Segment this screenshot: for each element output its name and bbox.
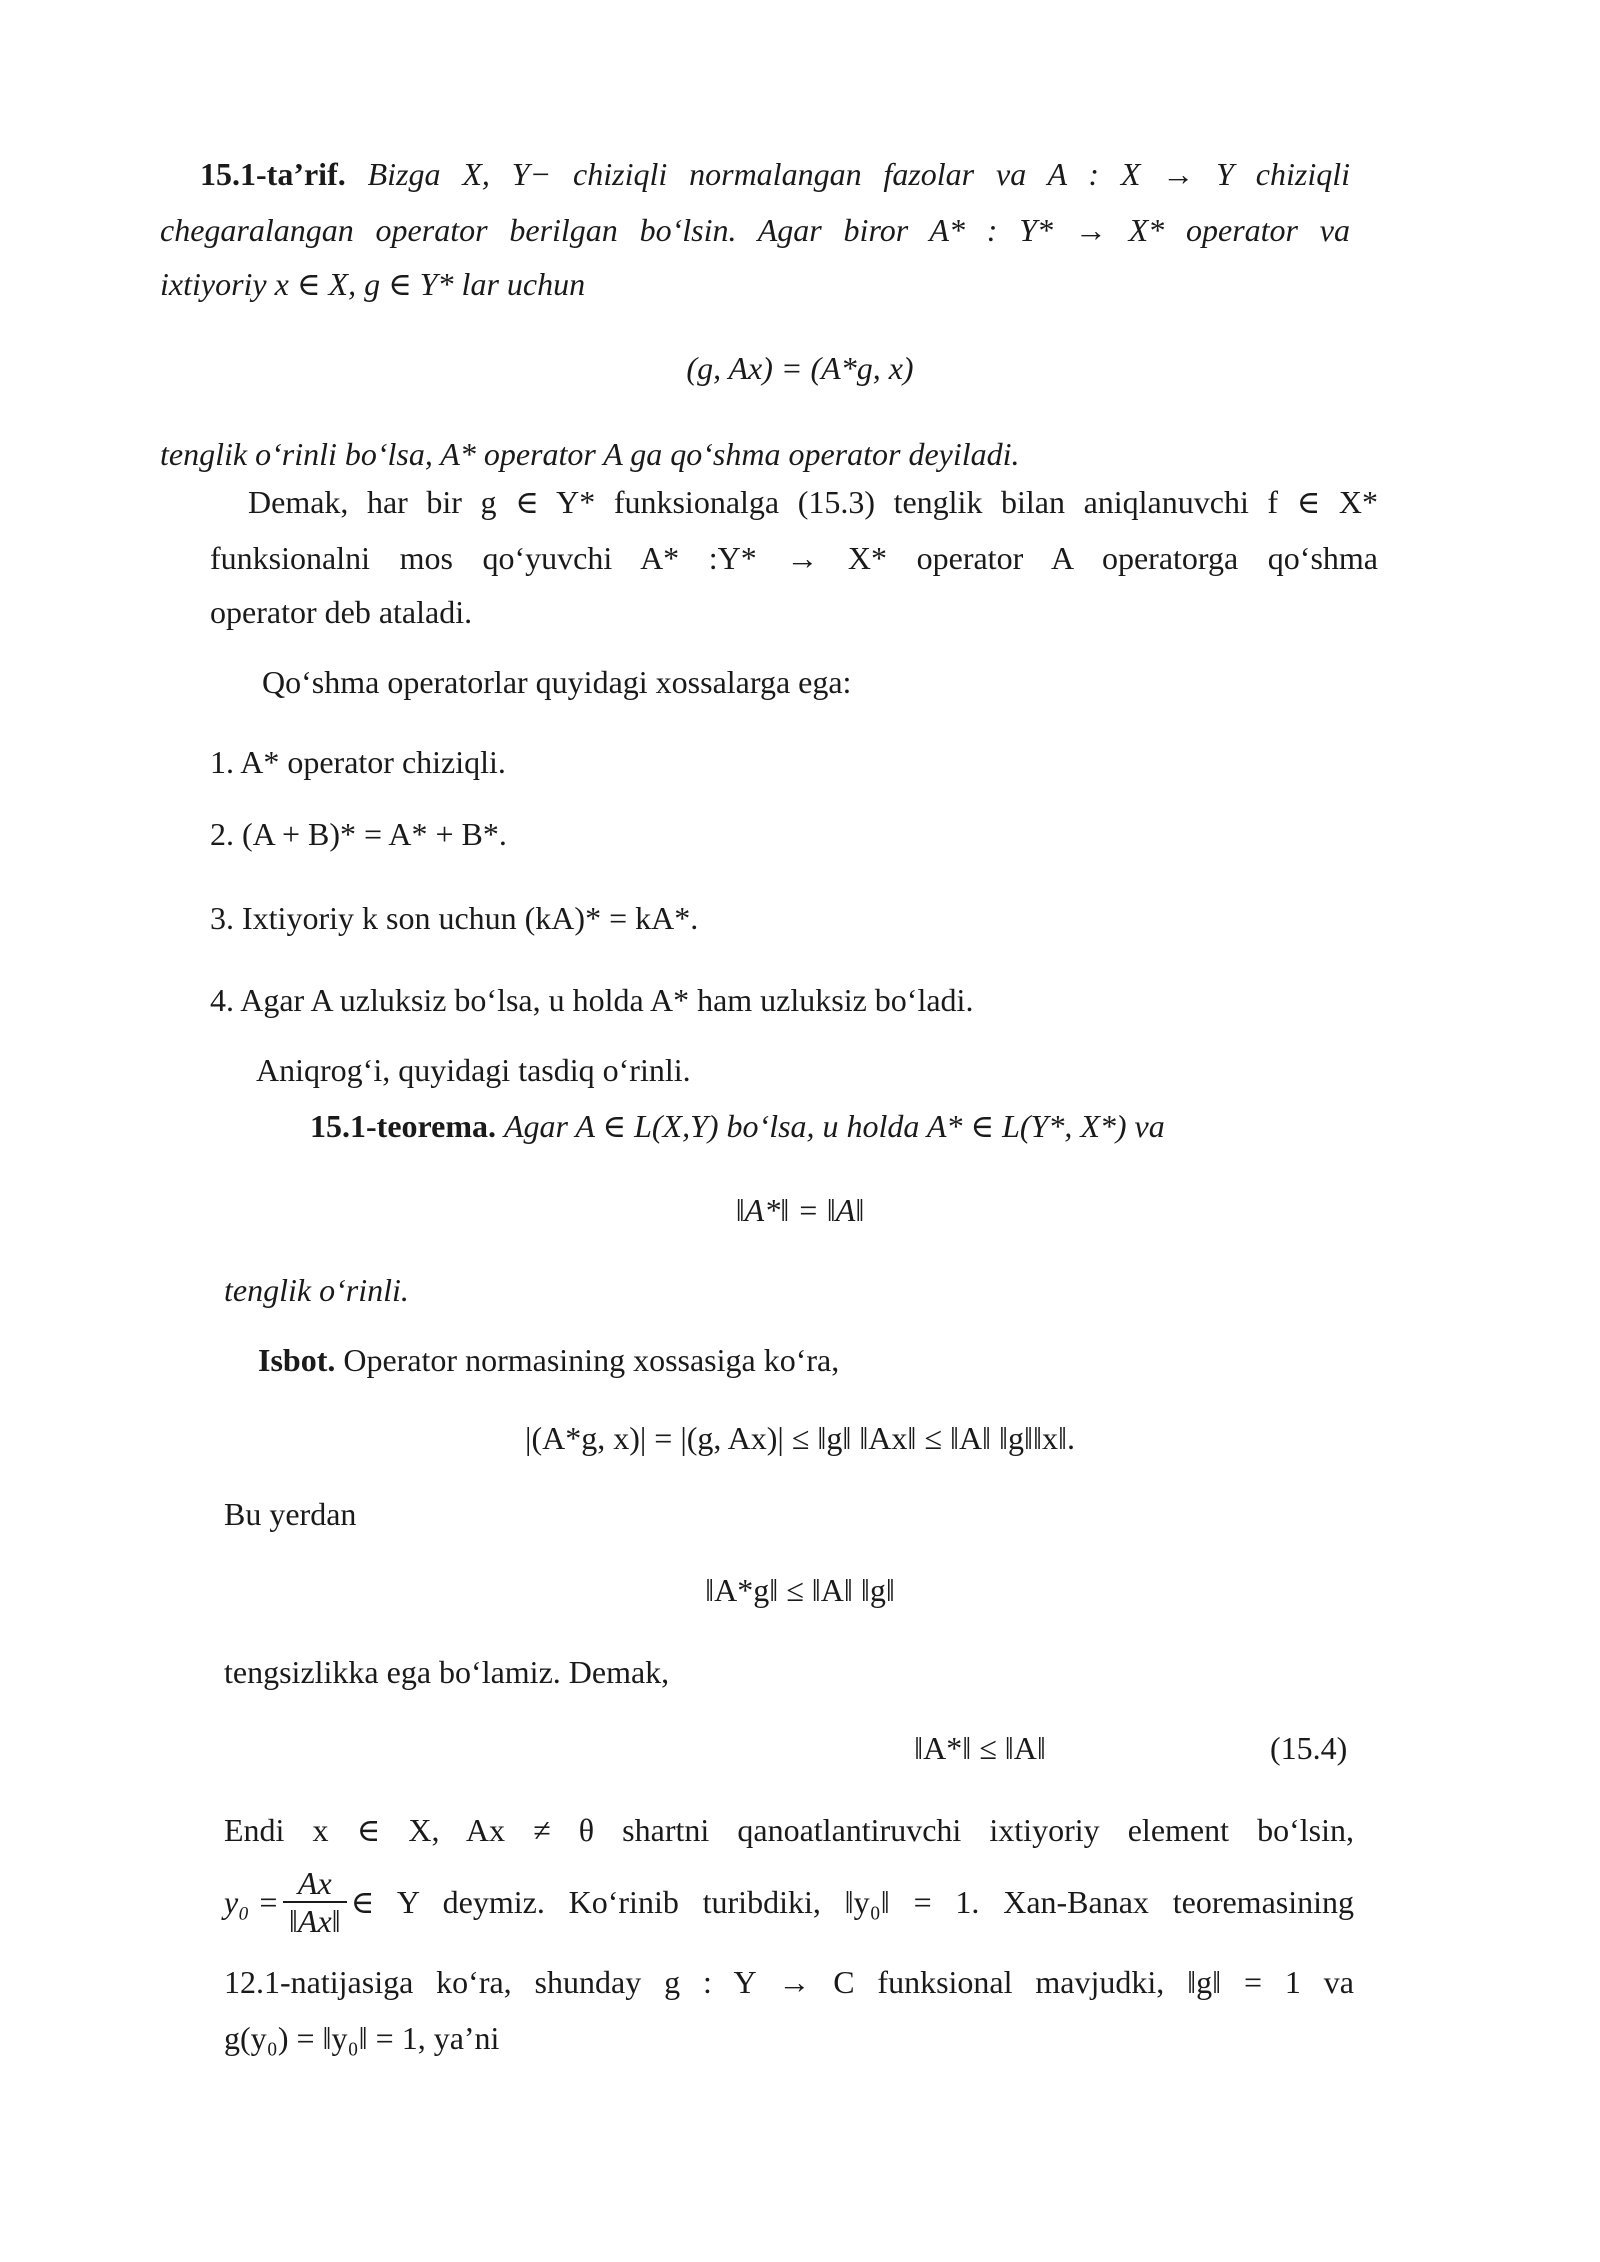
proof-formula-3: ‖A*‖ ≤ ‖A‖ (914, 1730, 1046, 1766)
definition-formula: (g, Ax) = (A*g, x) (686, 350, 914, 386)
proof-line-5 (224, 1862, 1354, 1942)
property-item-4: 4. Agar A uzluksiz bo‘lsa, u holda A* ham uzluksiz bo‘ladi. (210, 982, 974, 1018)
proof-heading: Isbot. (258, 1342, 336, 1378)
definition-line-1 (200, 154, 1350, 194)
property-item-3: 3. Ixtiyoriy k son uchun (kA)* = kA*. (210, 900, 699, 936)
theorem-formula: ‖A*‖ = ‖A‖ (735, 1192, 865, 1228)
theorem-heading: 15.1-teorema. (310, 1108, 496, 1144)
proof-line-5-rest: ∈ Y deymiz. Ko‘rinib turibdiki, ‖y₀‖ = 1. Xan-Banax teoremasining (350, 1884, 1354, 1920)
theorem-text: Agar A ∈ L(X,Y) bo‘lsa, u holda A* ∈ L(Y*, X*) va (504, 1108, 1165, 1144)
paragraph1-line-1: Demak, har bir g ∈ Y* funksionalga (15.3) tenglik bilan aniqlanuvchi f ∈ X* (248, 484, 1378, 520)
properties-intro: Qo‘shma operatorlar quyidagi xossalarga ega: (262, 664, 852, 700)
y0-lhs: y₀ = (224, 1884, 279, 1920)
property-item-1: 1. A* operator chiziqli. (210, 744, 506, 780)
definition-line-2: chegaralangan operator berilgan bo‘lsin. Agar biror A* : Y* → X* operator va (160, 212, 1350, 248)
proof-text-3: tengsizlikka ega bo‘lamiz. Demak, (224, 1654, 670, 1690)
fraction-ax-over-norm (283, 1865, 347, 1939)
proof-intro: Operator normasining xossasiga ko‘ra, (343, 1342, 840, 1378)
paragraph1-line-2: funksionalni mos qo‘yuvchi A* :Y* → X* operator A operatorga qo‘shma (210, 540, 1378, 576)
fraction-denominator: ‖Ax‖ (288, 1903, 341, 1939)
clarification: Aniqrog‘i, quyidagi tasdiq o‘rinli. (256, 1052, 691, 1088)
theorem-line (310, 1106, 1165, 1146)
theorem-closing: tenglik o‘rinli. (224, 1272, 409, 1308)
proof-formula-1: |(A*g, x)| = |(g, Ax)| ≤ ‖g‖ ‖Ax‖ ≤ ‖A‖ ‖g‖‖x‖. (525, 1420, 1075, 1456)
paragraph1-line-3: operator deb ataladi. (210, 594, 473, 630)
property-item-2: 2. (A + B)* = A* + B*. (210, 816, 507, 852)
proof-line-7: g(y₀) = ‖y₀‖ = 1, ya’ni (224, 2020, 500, 2056)
definition-heading: 15.1-ta’rif. (200, 156, 346, 192)
fraction-numerator: Ax (283, 1865, 347, 1903)
definition-line-3: ixtiyoriy x ∈ X, g ∈ Y* lar uchun (160, 266, 586, 302)
proof-line-6: 12.1-natijasiga ko‘ra, shunday g : Y → C funksional mavjudki, ‖g‖ = 1 va (224, 1964, 1354, 2000)
definition-text-1: Bizga X, Y− chiziqli normalangan fazolar va A : X → Y chiziqli (367, 156, 1351, 192)
equation-number: (15.4) (1270, 1730, 1348, 1766)
proof-formula-2: ‖A*g‖ ≤ ‖A‖ ‖g‖ (705, 1572, 895, 1608)
definition-line-4: tenglik o‘rinli bo‘lsa, A* operator A ga qo‘shma operator deyiladi. (160, 436, 1020, 472)
proof-text-4: Endi x ∈ X, Ax ≠ θ shartni qanoatlantiruvchi ixtiyoriy element bo‘lsin, (224, 1812, 1354, 1848)
proof-text-2: Bu yerdan (224, 1496, 357, 1532)
proof-intro-line (258, 1340, 839, 1380)
